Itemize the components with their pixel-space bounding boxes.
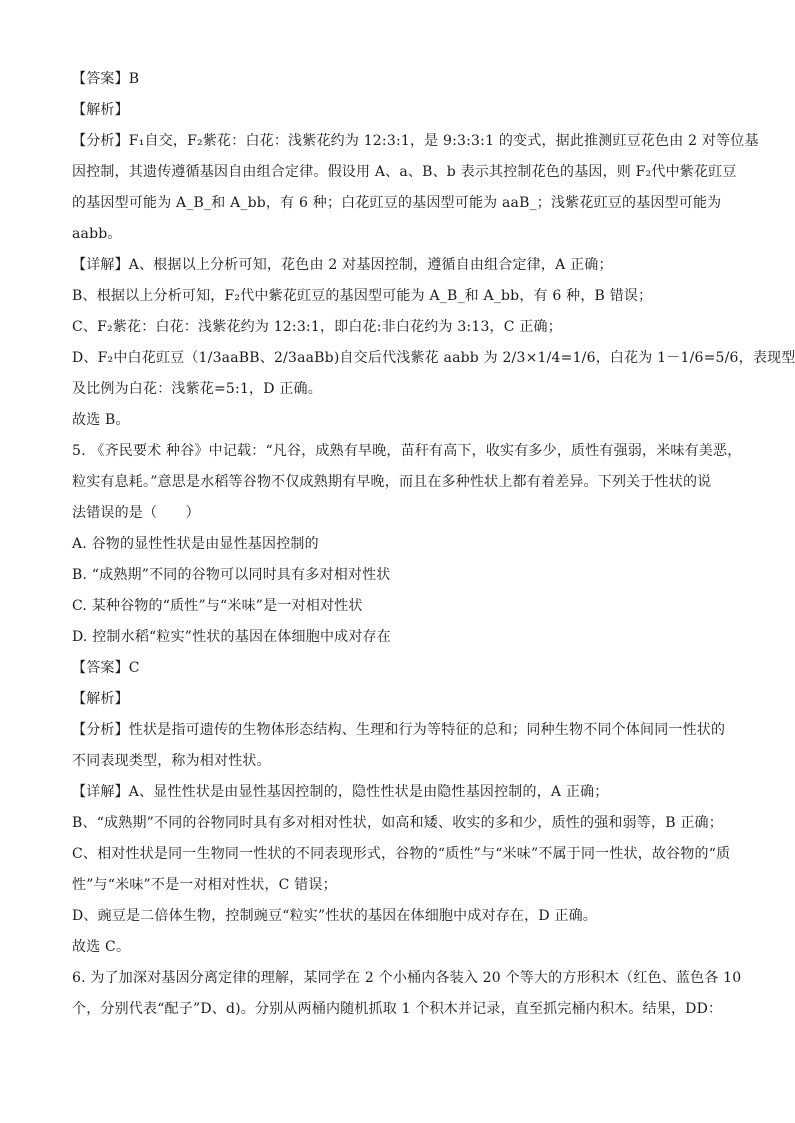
detail-line: C、F₂紫花：白花：浅紫花约为 12:3:1，即白花:非白花约为 3:13，C 正确； xyxy=(72,319,562,335)
detail-line: D、豌豆是二倍体生物，控制豌豆“粒实”性状的基因在体细胞中成对存在，D 正确。 xyxy=(72,908,598,924)
detail-line: B、根据以上分析可知，F₂代中紫花豇豆的基因型可能为 A_B_和 A_bb，有 6 种，B 错误； xyxy=(72,288,653,304)
option-c: C. 某种谷物的“质性”与“米味”是一对相对性状 xyxy=(72,598,363,614)
detail-line: 【详解】A、根据以上分析可知，花色由 2 对基因控制，遵循自由组合定律，A 正确； xyxy=(72,257,613,273)
option-b: B. “成熟期”不同的谷物可以同时具有多对相对性状 xyxy=(72,567,391,583)
detail-line: 性”与“米味”不是一对相对性状，C 错误； xyxy=(72,877,337,893)
question-stem-line: 法错误的是（ ） xyxy=(72,505,200,521)
analysis-line: 的基因型可能为 A_B_和 A_bb，有 6 种；白花豇豆的基因型可能为 aaB_；浅紫花豇豆的基因型可能为 xyxy=(72,195,722,211)
analysis-line: 因控制，其遗传遵循基因自由组合定律。假设用 A、a、B、b 表示其控制花色的基因，则 F₂代中紫花豇豆 xyxy=(72,164,737,180)
question-stem-line: 6. 为了加深对基因分离定律的理解，某同学在 2 个小桶内各装入 20 个等大的方形积木（红色、蓝色各 10 xyxy=(72,970,742,986)
detail-line: C、相对性状是同一生物同一性状的不同表现形式，谷物的“质性”与“米味”不属于同一性状，故谷物的“质 xyxy=(72,846,731,862)
analysis-line: aabb。 xyxy=(72,226,122,242)
document-content xyxy=(72,64,795,1025)
analysis-line: 【分析】性状是指可遗传的生物体形态结构、生理和行为等特征的总和；同种生物不同个体间同一性状的 xyxy=(72,722,726,738)
answer-label: 【答案】B xyxy=(72,71,140,87)
question-stem-line: 粒实有息耗。”意思是水稻等谷物不仅成熟期有早晚，而且在多种性状上都有着差异。下列关于性状的说 xyxy=(72,474,712,490)
detail-line: 【详解】A、显性性状是由显性基因控制的，隐性性状是由隐性基因控制的，A 正确； xyxy=(72,784,609,800)
analysis-heading: 【解析】 xyxy=(72,102,129,118)
analysis-line: 不同表现类型，称为相对性状。 xyxy=(72,753,271,769)
option-d: D. 控制水稻“粒实”性状的基因在体细胞中成对存在 xyxy=(72,629,391,645)
question-stem-line: 个，分别代表“配子”D、d)。分别从两桶内随机抓取 1 个积木并记录，直至抓完桶内积木。结果，DD： xyxy=(72,1001,723,1017)
option-a: A. 谷物的显性性状是由显性基因控制的 xyxy=(72,536,319,552)
analysis-line: 【分析】F₁自交，F₂紫花：白花：浅紫花约为 12:3:1，是 9:3:3:1 的变式，据此推测豇豆花色由 2 对等位基 xyxy=(72,133,759,149)
answer-label: 【答案】C xyxy=(72,660,140,676)
detail-line: B、“成熟期”不同的谷物同时具有多对相对性状，如高和矮、收实的多和少，质性的强和弱等，B 正确； xyxy=(72,815,723,831)
detail-line: D、F₂中白花豇豆（1/3aaBB、2/3aaBb)自交后代浅紫花 aabb 为 2/3×1/4=1/6，白花为 1－1/6=5/6，表现型 xyxy=(72,350,795,366)
detail-line: 及比例为白花：浅紫花=5:1，D 正确。 xyxy=(72,381,322,397)
conclusion: 故选 B。 xyxy=(72,412,130,428)
analysis-heading: 【解析】 xyxy=(72,691,129,707)
question-stem-line: 5. 《齐民要术 种谷》中记载：“凡谷，成熟有早晚，苗秆有高下，收实有多少，质性有强弱，米味有美恶， xyxy=(72,443,742,459)
conclusion: 故选 C。 xyxy=(72,939,131,955)
